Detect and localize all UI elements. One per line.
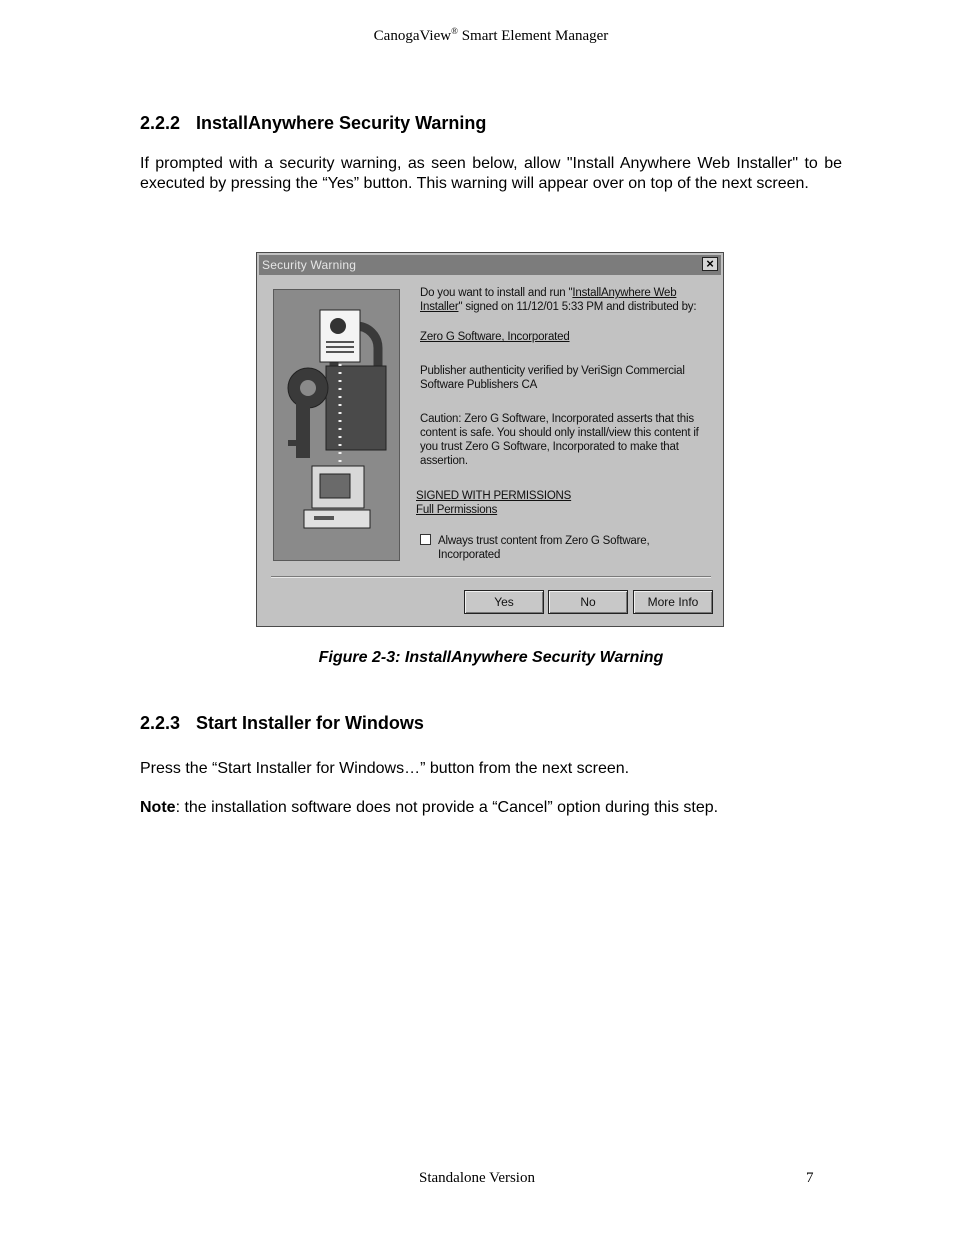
prompt-end: " signed on 11/12/01 5:33 PM and distributed by:: [458, 301, 697, 313]
dialog-prompt: [420, 286, 720, 314]
publisher-link-row: [420, 330, 570, 344]
note-paragraph: [140, 798, 842, 818]
more-info-button[interactable]: More Info: [633, 590, 713, 614]
caution-line-3: you trust Zero G Software, Incorporated to make that: [420, 441, 679, 453]
full-permissions-link[interactable]: Full Permissions: [416, 504, 498, 516]
always-trust-label: [438, 534, 649, 562]
authenticity-line-1: Publisher authenticity verified by VeriSign Commercial: [420, 365, 685, 377]
key-shaft: [296, 402, 310, 458]
permissions-block: [416, 489, 571, 517]
lock-icon: [326, 366, 386, 450]
registered-mark: ®: [451, 26, 458, 36]
section-body-start-installer: Press the “Start Installer for Windows…” button from the next screen.: [140, 760, 630, 777]
page-number: 7: [806, 1170, 814, 1186]
security-illustration-svg: [274, 290, 399, 560]
security-warning-dialog: [256, 252, 724, 627]
publisher-link[interactable]: Zero G Software, Incorporated: [420, 331, 570, 343]
section-heading-start-installer: [140, 713, 424, 734]
always-trust-line-1: Always trust content from Zero G Software,: [438, 535, 650, 547]
computer-screen: [320, 474, 350, 498]
always-trust-line-2: Incorporated: [438, 549, 501, 561]
installer-link-part1[interactable]: InstallAnywhere Web: [572, 287, 677, 299]
always-trust-checkbox[interactable]: [420, 534, 431, 545]
caution-line-2: content is safe. You should only install/view this content if: [420, 427, 699, 439]
header-title-rest: Smart Element Manager: [457, 28, 609, 44]
section-body-security-warning: If prompted with a security warning, as seen below, allow "Install Anywhere Web Installer" to be executed by pressing the “Yes” button. This warning will appear over on top of the next screen.: [140, 155, 842, 192]
dialog-titlebar: [259, 255, 721, 275]
note-text: : the installation software does not provide a “Cancel” option during this step.: [175, 799, 719, 816]
note-label: Note: [140, 799, 176, 816]
yes-button[interactable]: Yes: [464, 590, 544, 614]
no-button[interactable]: No: [548, 590, 628, 614]
section-title: InstallAnywhere Security Warning: [196, 113, 487, 133]
dialog-title: Security Warning: [262, 258, 357, 272]
key-hole: [300, 380, 316, 396]
security-illustration: [273, 289, 400, 561]
key-tooth: [288, 440, 298, 446]
computer-drive: [314, 516, 334, 520]
section-title: Start Installer for Windows: [196, 713, 424, 733]
section-heading-security-warning: [140, 113, 486, 134]
page-header: [0, 28, 954, 45]
authenticity-line-2: Software Publishers CA: [420, 379, 538, 391]
caution-line-4: assertion.: [420, 455, 468, 467]
document-icon: [320, 310, 360, 362]
authenticity-text: [420, 364, 685, 392]
computer-base: [304, 510, 370, 528]
caution-line-1: Caution: Zero G Software, Incorporated asserts that this: [420, 413, 694, 425]
prompt-start: Do you want to install and run ": [420, 287, 573, 299]
installer-link-part2[interactable]: Installer: [420, 301, 459, 313]
close-button[interactable]: ×: [702, 257, 718, 271]
globe-icon: [330, 318, 346, 334]
dialog-separator: [271, 576, 711, 578]
figure-caption: Figure 2-3: InstallAnywhere Security Warning: [318, 649, 664, 666]
header-title-main: CanogaView: [373, 28, 452, 44]
caution-text: [420, 412, 699, 468]
footer-version: Standalone Version: [419, 1170, 535, 1186]
section-number: 2.2.3: [140, 713, 181, 733]
section-number: 2.2.2: [140, 113, 181, 133]
signed-with-permissions-link[interactable]: SIGNED WITH PERMISSIONS: [416, 490, 572, 502]
